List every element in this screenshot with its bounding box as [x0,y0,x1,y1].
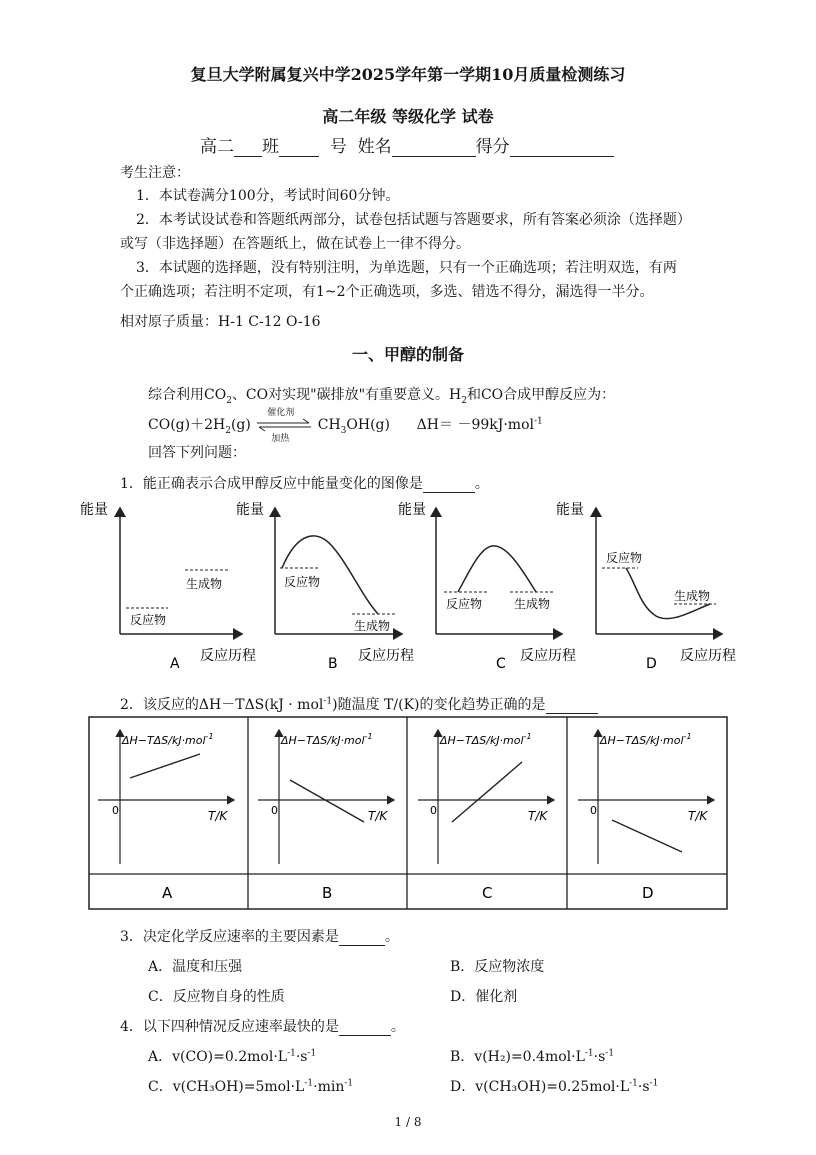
q3-option-a[interactable]: A．温度和压强 [148,959,243,975]
q2-a-xlabel: T/K [208,809,228,823]
q2-b-ylabel: ΔH−TΔS/kJ·mol$^{-1}$ [281,732,373,747]
q4-stem: 4．以下四种情况反应速率最快的是 。 [120,1019,405,1035]
q1-d-xlabel: 反应历程 [680,648,736,664]
q2-d-ylabel: ΔH−TΔS/kJ·mol$^{-1}$ [600,732,692,747]
section-intro: 综合利用$CO_2$、CO对实现"碳排放"有重要意义。$H_2$和CO合成甲醇反应为： [148,387,616,406]
notes-heading: 考生注意： [120,165,190,181]
q1-a-ylabel: 能量 [80,502,108,518]
section-title: 一、甲醇的制备 [351,345,464,364]
q1-d-product: 生成物 [674,589,711,603]
q2-table [88,716,730,912]
student-info-line [200,132,614,157]
class-blank[interactable] [234,140,262,157]
number-label: 号 [329,137,347,157]
q2-c-label: C [482,884,493,902]
score-blank[interactable] [510,140,614,157]
q2-stem: 2．该反应的ΔH－TΔS(kJ · mol$^{-1}$)随温度 T/(K)的变化趋势正确的是 [120,694,598,714]
q2-c-xlabel: T/K [528,809,548,823]
class-label: 班 [262,137,279,157]
q2-b-origin: 0 [271,804,278,817]
q2-b-label: B [322,884,333,902]
q1-a-label: A [170,656,180,671]
q3-option-d[interactable]: D．催化剂 [450,989,518,1005]
q1-a-product: 生成物 [186,577,223,591]
q1-d-ylabel: 能量 [556,502,584,518]
q1-c-product: 生成物 [514,597,551,611]
q2-b-xlabel: T/K [368,809,388,823]
q2-d-origin: 0 [590,804,597,817]
reaction-equation: $CO(g)+2H_2(g)$ 催化剂 加热 $CH_3OH(g)$ ΔH＝ －99kJ·mol$^{-1}$ [148,408,543,444]
q3-stem: 3．决定化学反应速率的主要因素是 。 [120,929,399,945]
q1-b-product: 生成物 [354,619,391,633]
equilibrium-arrow: 催化剂 加热 [255,417,313,433]
note-item-3-cont: 个正确选项；若注明不定项，有1~2个正确选项，多选、错选不得分，漏选得一半分。 [120,284,654,300]
page-number: 1 / 8 [394,1115,422,1129]
q3-option-c[interactable]: C．反应物自身的性质 [148,989,285,1005]
q1-b-xlabel: 反应历程 [358,648,414,664]
q1-c-xlabel: 反应历程 [520,648,576,664]
atomic-mass-line: 相对原子质量：H-1 C-12 O-16 [120,314,321,330]
q1-stem: 1．能正确表示合成甲醇反应中能量变化的图像是 。 [120,476,489,492]
q2-c-origin: 0 [430,804,437,817]
q2-panel-a [98,730,234,902]
q4-option-a[interactable]: A．$v(CO)=0.2mol\cdot L^{-1}\cdot s^{-1}$ [148,1048,317,1065]
name-label: 姓名 [357,137,392,157]
q2-panel-d [578,730,714,902]
q2-a-ylabel: ΔH−TΔS/kJ·mol$^{-1}$ [122,732,214,747]
note-item-2: 2．本考试设试卷和答题纸两部分，试卷包括试题与答题要求，所有答案必须涂（选择题） [136,212,691,228]
q1-graph-a [80,501,256,671]
q2-d-xlabel: T/K [688,809,708,823]
q3-option-b[interactable]: B．反应物浓度 [450,959,545,975]
q1-c-ylabel: 能量 [398,502,426,518]
exam-subtitle: 高二年级 等级化学 试卷 [322,107,494,126]
q1-b-ylabel: 能量 [236,502,264,518]
q1-c-label: C [496,656,506,671]
q1-c-reactant: 反应物 [446,597,483,611]
q1-graph-c [398,501,576,671]
q4-option-b[interactable]: B．$v(H_2)=0.4mol\cdot L^{-1}\cdot s^{-1}$ [450,1048,615,1065]
q1-a-reactant: 反应物 [130,613,167,627]
q1-a-xlabel: 反应历程 [200,648,256,664]
exam-title: 复旦大学附属复兴中学2025学年第一学期10月质量检测练习 [190,65,626,84]
q2-d-label: D [642,884,654,902]
grade-label: 高二 [200,137,234,157]
q4-answer-blank[interactable] [339,1021,391,1036]
note-item-3: 3．本试题的选择题，没有特别注明，为单选题，只有一个正确选项；若注明双选，有两 [136,260,677,276]
note-item-1: 1．本试卷满分100分，考试时间60分钟。 [136,188,400,204]
q1-d-label: D [646,656,657,671]
q2-a-origin: 0 [112,804,119,817]
number-blank[interactable] [279,140,319,157]
q2-a-label: A [162,884,173,902]
q2-c-ylabel: ΔH−TΔS/kJ·mol$^{-1}$ [440,732,532,747]
q1-graph-b [236,501,414,671]
q1-answer-blank[interactable] [423,478,475,493]
score-label: 得分 [475,137,510,157]
q1-energy-diagrams [70,496,750,671]
q2-panel-c [418,730,554,902]
q2-panel-b [258,730,394,902]
q1-graph-d [556,501,736,671]
q4-option-d[interactable]: D．$v(CH_3OH)=0.25mol\cdot L^{-1}\cdot s^{-1}$ [450,1078,659,1095]
name-blank[interactable] [392,140,476,157]
q2-answer-blank[interactable] [546,699,598,714]
note-item-2-cont: 或写（非选择题）在答题纸上，做在试卷上一律不得分。 [120,236,470,252]
q1-b-reactant: 反应物 [284,575,321,589]
q3-answer-blank[interactable] [339,931,385,946]
q4-option-c[interactable]: C．$v(CH_3OH)=5mol\cdot L^{-1}\cdot\min^{-1}$ [148,1078,354,1095]
q1-b-label: B [328,656,338,671]
answer-prompt: 回答下列问题： [148,445,246,461]
q1-d-reactant: 反应物 [606,551,643,565]
